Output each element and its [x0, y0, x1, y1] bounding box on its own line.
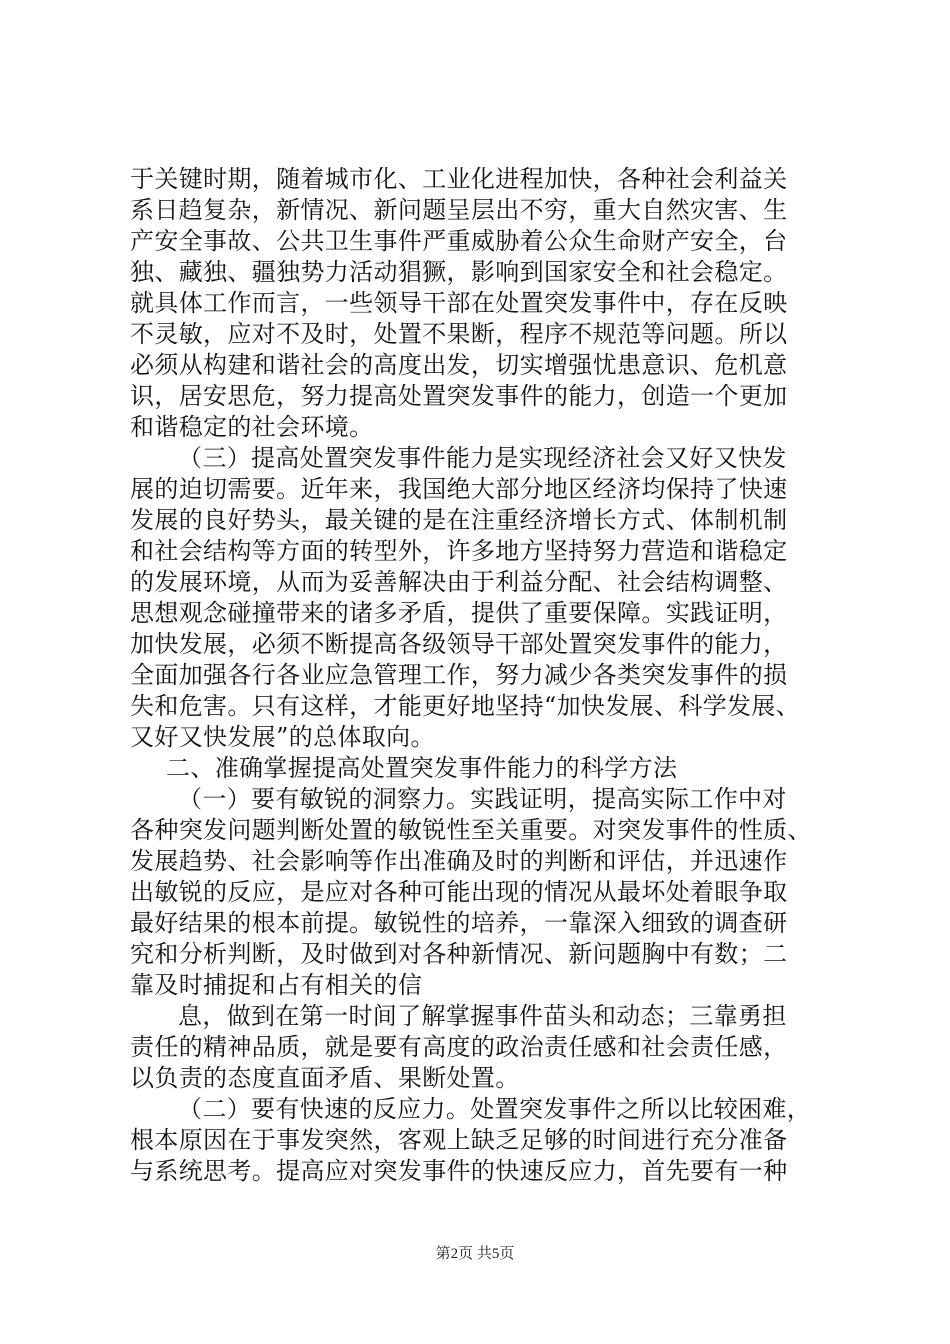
text-line: 责任的精神品质，就是要有高度的政治责任感和社会责任感，: [130, 1033, 788, 1061]
text-line: 独、藏独、疆独势力活动猖獗，影响到国家安全和社会稳定。: [130, 258, 788, 286]
page-number-footer: 第2页 共5页: [435, 1246, 515, 1262]
text-line: 最好结果的根本前提。敏锐性的培养，一靠深入细致的调查研: [130, 909, 788, 937]
text-line: 又好又快发展”的总体取向。: [130, 723, 435, 751]
document-body: [130, 164, 830, 1187]
text-line: 展的迫切需要。近年来，我国绝大部分地区经济均保持了快速: [130, 475, 788, 503]
text-line: 出敏锐的反应，是应对各种可能出现的情况从最坏处着眼争取: [130, 878, 788, 906]
text-line: 系日趋复杂，新情况、新问题呈层出不穷，重大自然灾害、生: [130, 196, 788, 224]
text-line: 与系统思考。提高应对突发事件的快速反应力，首先要有一种: [130, 1157, 788, 1185]
text-line: 和社会结构等方面的转型外，许多地方坚持努力营造和谐稳定: [130, 537, 788, 565]
text-line: 以负责的态度直面矛盾、果断处置。: [130, 1064, 520, 1092]
text-line: 各种突发问题判断处置的敏锐性至关重要。对突发事件的性质、: [130, 816, 812, 844]
text-line: 究和分析判断，及时做到对各种新情况、新问题胸中有数；二: [130, 940, 788, 968]
text-line: 产安全事故、公共卫生事件严重威胁着公众生命财产安全，台: [130, 227, 788, 255]
text-line: 全面加强各行各业应急管理工作，努力减少各类突发事件的损: [130, 661, 788, 689]
text-line: 根本原因在于事发突然，客观上缺乏足够的时间进行充分准备: [130, 1126, 788, 1154]
section-heading: 二、准确掌握提高处置突发事件能力的科学方法: [166, 754, 678, 782]
text-line: 靠及时捕捉和占有相关的信: [130, 971, 423, 999]
text-line: 不灵敏，应对不及时，处置不果断，程序不规范等问题。所以: [130, 320, 788, 348]
text-line: 就具体工作而言，一些领导干部在处置突发事件中，存在反映: [130, 289, 788, 317]
text-line: 加快发展，必须不断提高各级领导干部处置突发事件的能力，: [130, 630, 788, 658]
paragraph-start-line: （二）要有快速的反应力。处置突发事件之所以比较困难，: [178, 1095, 812, 1123]
text-line: 发展的良好势头，最关键的是在注重经济增长方式、体制机制: [130, 506, 788, 534]
paragraph-start-line: （三）提高处置突发事件能力是实现经济社会又好又快发: [178, 444, 787, 472]
text-line: 识，居安思危，努力提高处置突发事件的能力，创造一个更加: [130, 382, 788, 410]
text-line: 的发展环境，从而为妥善解决由于利益分配、社会结构调整、: [130, 568, 788, 596]
text-line: 于关键时期，随着城市化、工业化进程加快，各种社会利益关: [130, 165, 788, 193]
text-line: 必须从构建和谐社会的高度出发，切实增强忧患意识、危机意: [130, 351, 788, 379]
text-line: 和谐稳定的社会环境。: [130, 413, 374, 441]
paragraph-start-line: （一）要有敏锐的洞察力。实践证明，提高实际工作中对: [178, 785, 787, 813]
text-line: 思想观念碰撞带来的诸多矛盾，提供了重要保障。实践证明，: [130, 599, 788, 627]
text-line: 失和危害。只有这样，才能更好地坚持“加快发展、科学发展、: [130, 692, 801, 720]
text-line: 发展趋势、社会影响等作出准确及时的判断和评估，并迅速作: [130, 847, 788, 875]
paragraph-start-line: 息，做到在第一时间了解掌握事件苗头和动态；三靠勇担: [178, 1002, 787, 1030]
